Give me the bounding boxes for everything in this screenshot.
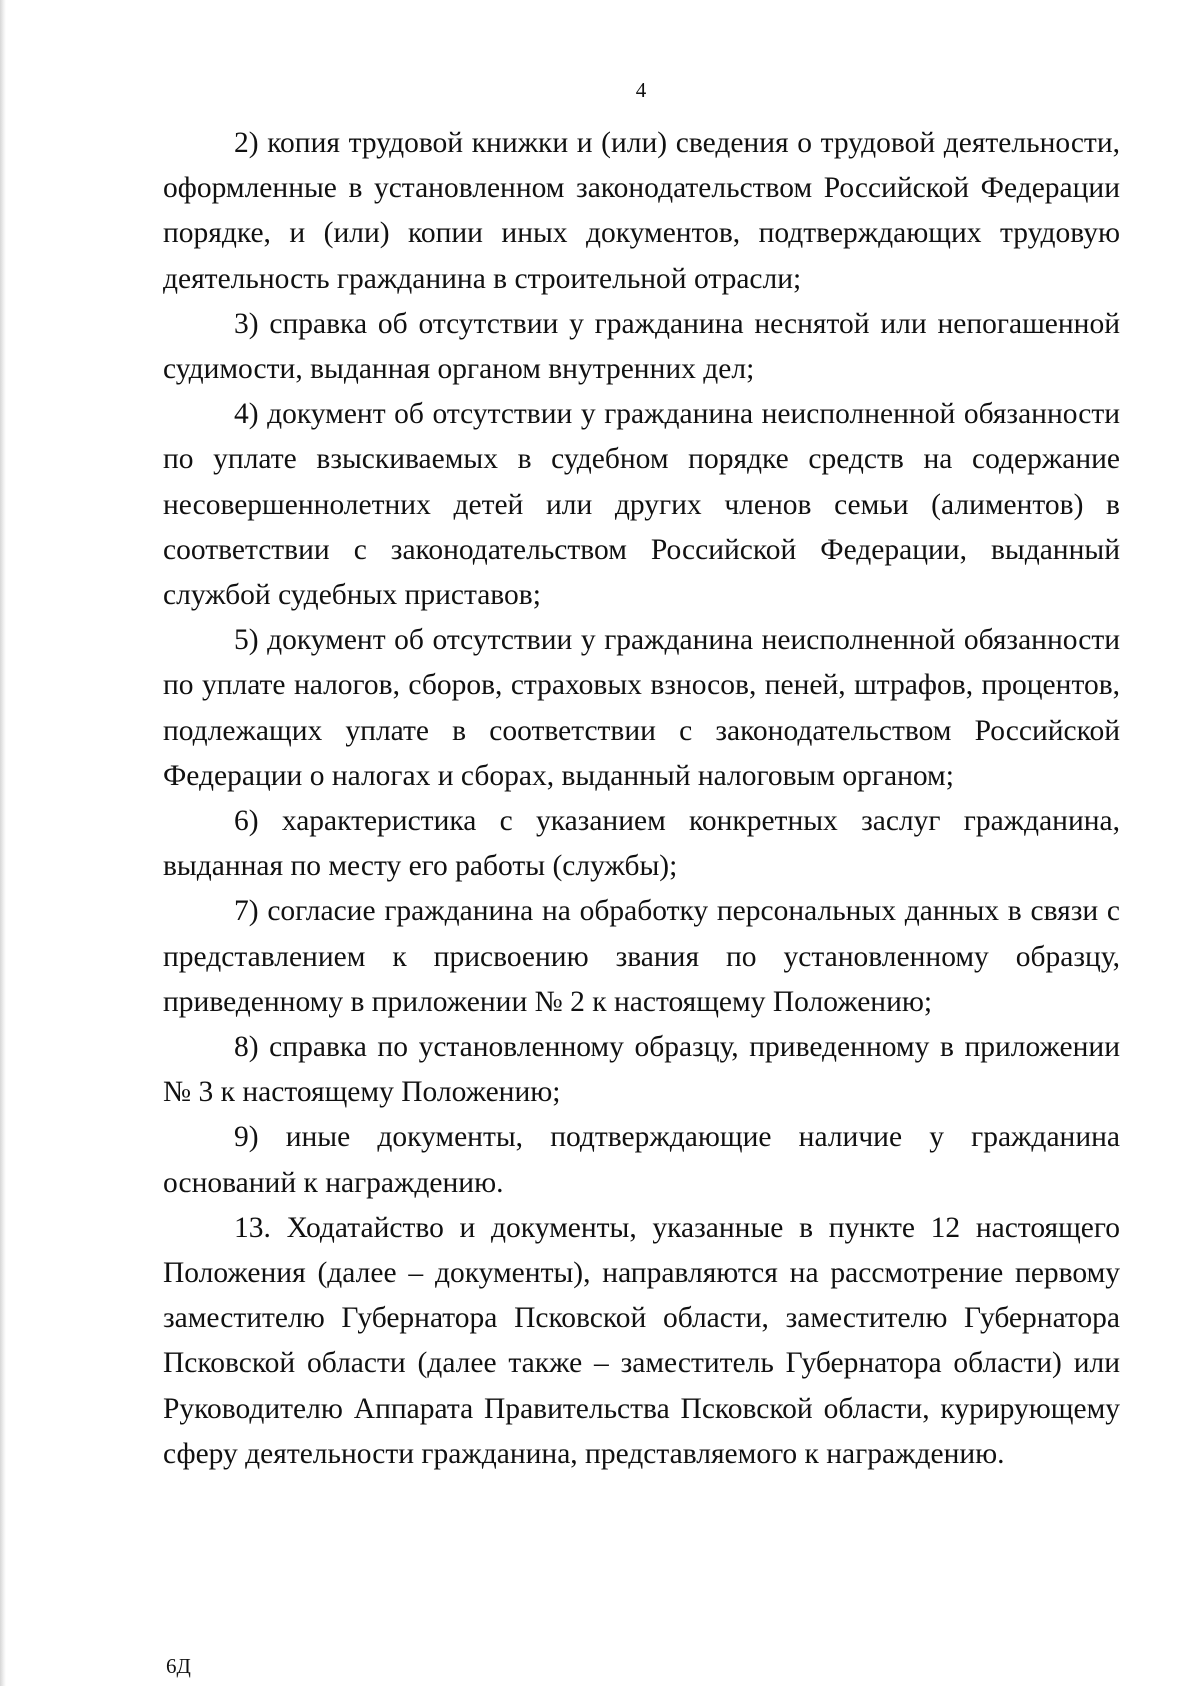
paragraph-item-2: 2) копия трудовой книжки и (или) сведения о трудовой деятельности, оформленные в установленном законодательством Российской Федерации порядке, и (или) копии иных документов, подтверждающих трудовую деятельность гражданина в строительной отрасли; bbox=[163, 127, 1120, 295]
scan-edge bbox=[0, 0, 6, 1686]
paragraph-item-9: 9) иные документы, подтверждающие наличие у гражданина оснований к награждению. bbox=[163, 1121, 1120, 1199]
page-number: 4 bbox=[635, 78, 647, 102]
paragraph-item-3: 3) справка об отсутствии у гражданина неснятой или непогашенной судимости, выданная органом внутренних дел; bbox=[163, 307, 1120, 386]
footer-code: 6Д bbox=[166, 1654, 191, 1678]
paragraph-item-6: 6) характеристика с указанием конкретных заслуг гражданина, выданная по месту его работы (службы); bbox=[163, 805, 1120, 883]
paragraph-item-4: 4) документ об отсутствии у гражданина неисполненной обязанности по уплате взыскиваемых в судебном порядке средств на содержание несовершеннолетних детей или других членов семьи (алиментов) в соответствии с законодательством Российской Федерации, выданный службой судебных приставов; bbox=[163, 398, 1120, 612]
paragraph-item-5: 5) документ об отсутствии у гражданина неисполненной обязанности по уплате налогов, сборов, страховых взносов, пеней, штрафов, процентов, подлежащих уплате в соответствии с законодательством Российской Федерации о налогах и сборах, выданный налоговым органом; bbox=[163, 624, 1120, 792]
paragraph-item-8: 8) справка по установленному образцу, приведенному в приложении № 3 к настоящему Положению; bbox=[163, 1031, 1120, 1109]
paragraph-item-7: 7) согласие гражданина на обработку персональных данных в связи с представлением к присвоению звания по установленному образцу, приведенному в приложении № 2 к настоящему Положению; bbox=[163, 895, 1120, 1018]
paragraph-clause-13: 13. Ходатайство и документы, указанные в пункте 12 настоящего Положения (далее – документы), направляются на рассмотрение первому заместителю Губернатора Псковской области, заместителю Губернатора Псковской области (далее также – заместитель Губернатора области) или Руководителю Аппарата Правительства Псковской области, курирующему сферу деятельности гражданина, представляемого к награждению. bbox=[163, 1211, 1120, 1470]
document-body bbox=[163, 121, 1120, 1477]
